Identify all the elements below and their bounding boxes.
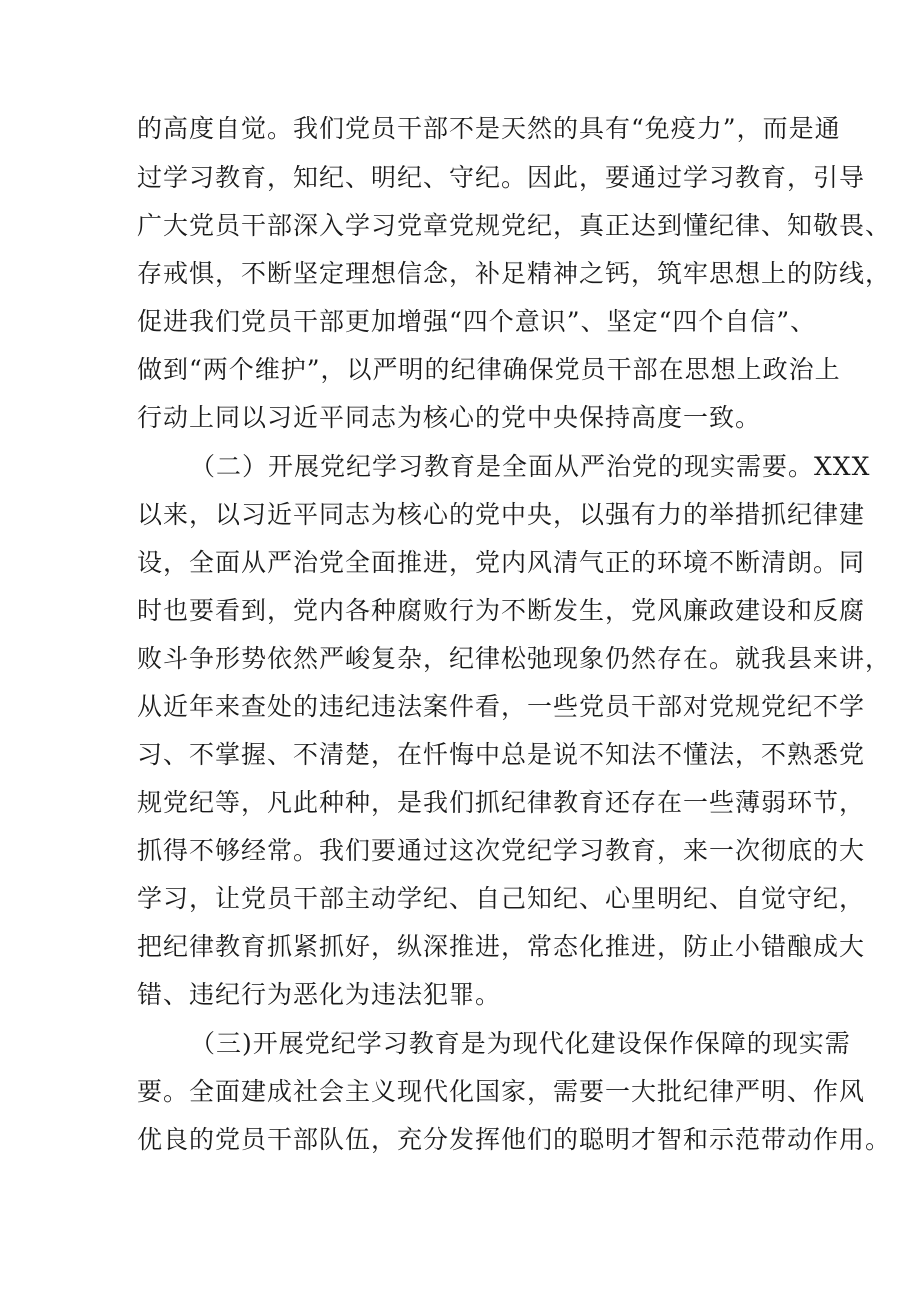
text-line: 广大党员干部深入学习党章党规党纪，真正达到懂纪律、知敬畏、 — [137, 211, 892, 240]
text-line: 做到“两个维护”，以严明的纪律确保党员干部在思想上政治上 — [137, 355, 841, 384]
text-line: 败斗争形势依然严峻复杂，纪律松弛现象仍然存在。就我县来讲， — [137, 644, 892, 673]
text-line: 行动上同以习近平同志为核心的党中央保持高度一致。 — [137, 403, 762, 432]
text-line: 优良的党员干部队伍，充分发挥他们的聪明才智和示范带动作用。 — [137, 1125, 892, 1154]
section-heading-2: （二）开展党纪学习教育是全面从严治党的现实需要。XXX — [190, 452, 871, 481]
text-line: 过学习教育，知纪、明纪、守纪。因此，要通过学习教育，引导 — [137, 163, 866, 192]
text-line: 促进我们党员干部更加增强“四个意识”、坚定“四个自信”、 — [137, 307, 817, 336]
text-line: 规党纪等，凡此种种，是我们抓纪律教育还存在一些薄弱环节， — [137, 788, 866, 817]
text-line: 的高度自觉。我们党员干部不是天然的具有“免疫力”，而是通 — [137, 114, 841, 143]
text-line: 学习，让党员干部主动学纪、自己知纪、心里明纪、自觉守纪， — [137, 884, 866, 913]
section-heading-3: （三)开展党纪学习教育是为现代化建设保作保障的现实需 — [190, 1029, 851, 1058]
text-line: 抓得不够经常。我们要通过这次党纪学习教育，来一次彻底的大 — [137, 836, 866, 865]
text-line: 习、不掌握、不清楚，在忏悔中总是说不知法不懂法，不熟悉党 — [137, 740, 866, 769]
text-line: 以来，以习近平同志为核心的党中央，以强有力的举措抓纪律建 — [137, 500, 866, 529]
text-line: 存戒惧，不断坚定理想信念，补足精神之钙，筑牢思想上的防线， — [137, 259, 892, 288]
text-line: 错、违纪行为恶化为违法犯罪。 — [137, 980, 502, 1009]
text-line: 时也要看到，党内各种腐败行为不断发生，党风廉政建设和反腐 — [137, 596, 866, 625]
text-line: 从近年来查处的违纪违法案件看，一些党员干部对党规党纪不学 — [137, 692, 866, 721]
text-line: 要。全面建成社会主义现代化国家，需要一大批纪律严明、作风 — [137, 1077, 866, 1106]
text-line: 设，全面从严治党全面推进，党内风清气正的环境不断清朗。同 — [137, 548, 866, 577]
text-line: 把纪律教育抓紧抓好，纵深推进，常态化推进，防止小错酿成大 — [137, 932, 866, 961]
